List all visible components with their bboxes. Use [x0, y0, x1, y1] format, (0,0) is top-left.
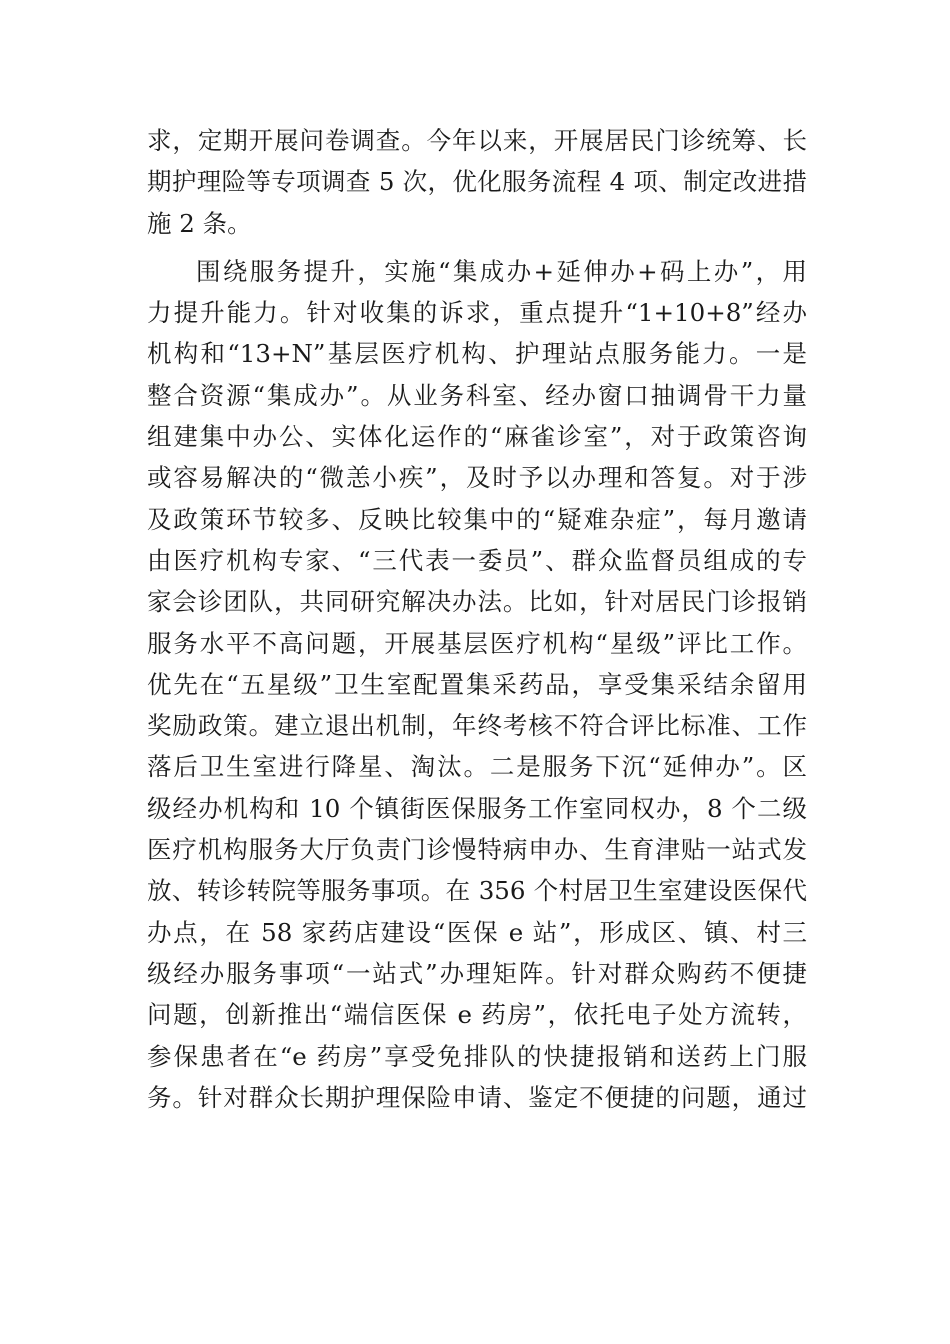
- paragraph-1: [147, 120, 807, 244]
- text-line: 求，定期开展问卷调查。今年以来，开展居民门诊统筹、长: [147, 126, 807, 155]
- body-text: [147, 120, 807, 1118]
- text-line: 及政策环节较多、反映比较集中的“疑难杂症”，每月邀请: [147, 504, 807, 534]
- text-line: 务。针对群众长期护理保险申请、鉴定不便捷的问题，通过: [147, 1082, 807, 1112]
- text-line: 机构和“13+N”基层医疗机构、护理站点服务能力。一是: [147, 339, 807, 369]
- text-line: 或容易解决的“微恙小疾”，及时予以办理和答复。对于涉: [147, 463, 807, 493]
- text-line: 参保患者在“e 药房”享受免排队的快捷报销和送药上门服: [147, 1041, 807, 1071]
- text-line: 组建集中办公、实体化运作的“麻雀诊室”，对于政策咨询: [147, 422, 807, 452]
- text-line: 整合资源“集成办”。从业务科室、经办窗口抽调骨干力量: [147, 380, 807, 410]
- text-line: 放、转诊转院等服务事项。在 356 个村居卫生室建设医保代: [147, 876, 807, 906]
- text-line: 落后卫生室进行降星、淘汰。二是服务下沉“延伸办”。区: [147, 752, 807, 782]
- text-line: 期护理险等专项调查 5 次，优化服务流程 4 项、制定改进措: [147, 167, 807, 197]
- text-line: 级经办机构和 10 个镇街医保服务工作室同权办，8 个二级: [147, 793, 807, 823]
- text-line: 优先在“五星级”卫生室配置集采药品，享受集采结余留用: [147, 669, 807, 699]
- text-line: 力提升能力。针对收集的诉求，重点提升“1+10+8”经办: [147, 298, 807, 328]
- text-line: 问题，创新推出“端信医保 e 药房”，依托电子处方流转，: [147, 1000, 807, 1030]
- text-line: 服务水平不高问题，开展基层医疗机构“星级”评比工作。: [147, 628, 807, 658]
- text-line: 由医疗机构专家、“三代表一委员”、群众监督员组成的专: [147, 545, 807, 575]
- paragraph-gap: [147, 244, 807, 251]
- text-line: 级经办服务事项“一站式”办理矩阵。针对群众购药不便捷: [147, 958, 807, 988]
- text-line: 家会诊团队，共同研究解决办法。比如，针对居民门诊报销: [147, 587, 807, 617]
- paragraph-2: [147, 251, 807, 1118]
- text-line: 医疗机构服务大厅负责门诊慢特病申办、生育津贴一站式发: [147, 835, 807, 865]
- text-line: 施 2 条。: [147, 208, 252, 238]
- text-line: 围绕服务提升，实施“集成办+延伸办+码上办”，用: [196, 256, 807, 286]
- text-line: 奖励政策。建立退出机制，年终考核不符合评比标准、工作: [147, 711, 807, 741]
- text-line: 办点，在 58 家药店建设“医保 e 站”，形成区、镇、村三: [147, 917, 807, 947]
